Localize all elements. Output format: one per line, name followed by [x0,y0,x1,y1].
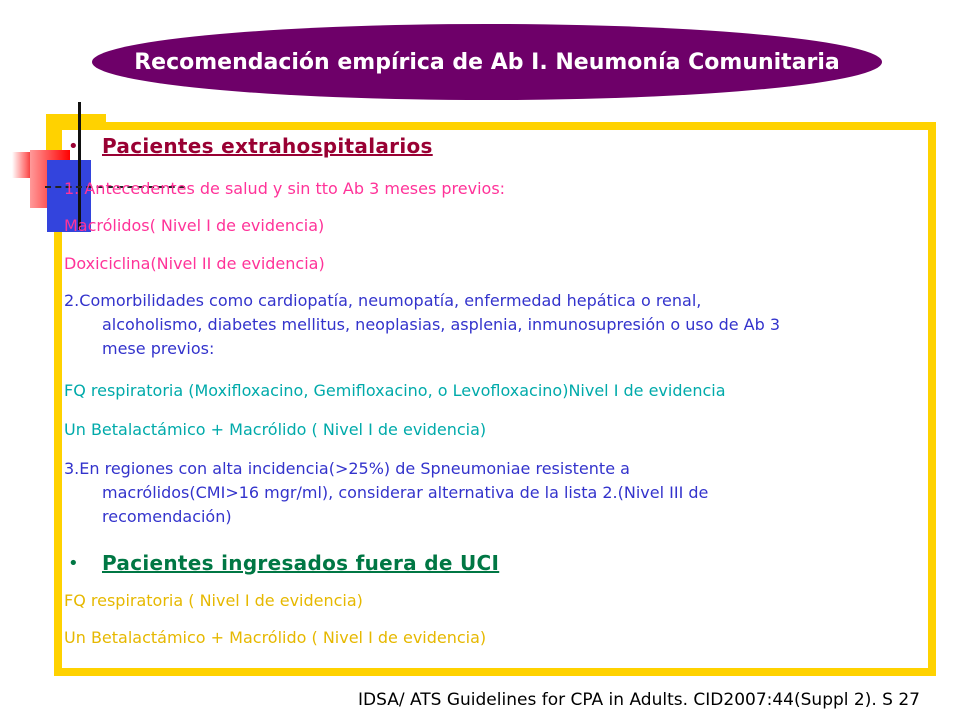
slide-title: Recomendación empírica de Ab I. Neumonía Comunitaria [134,49,840,75]
item3-line-3: recomendación) [102,507,232,526]
bullet-dot: • [68,553,79,574]
item1-heading: 1. Antecedentes de salud y sin tto Ab 3 meses previos: [64,179,506,198]
item3-line-2: macrólidos(CMI>16 mgr/ml), considerar alternativa de la lista 2.(Nivel III de [102,483,709,502]
item1-option-macrolidos: Macrólidos( Nivel I de evidencia) [64,216,325,235]
inpatient-option-betalactamico: Un Betalactámico + Macrólido ( Nivel I de evidencia) [64,628,487,647]
section-heading-outpatients: Pacientes extrahospitalarios [102,134,433,158]
item3-regions [64,457,924,529]
item2-option-betalactamico: Un Betalactámico + Macrólido ( Nivel I de evidencia) [64,420,487,439]
citation-footer: IDSA/ ATS Guidelines for CPA in Adults. CID2007:44(Suppl 2). S 27 [357,690,920,710]
item2-line-1: 2.Comorbilidades como cardiopatía, neumopatía, enfermedad hepática o renal, [64,291,702,310]
inpatient-option-fq: FQ respiratoria ( Nivel I de evidencia) [64,591,363,610]
bullet-dot: • [68,136,79,157]
item2-option-fq: FQ respiratoria (Moxifloxacino, Gemifloxacino, o Levofloxacino)Nivel I de evidencia [64,381,726,400]
item2-line-2: alcoholismo, diabetes mellitus, neoplasias, asplenia, inmunosupresión o uso de Ab 3 [102,315,781,334]
item2-line-3: mese previos: [102,339,215,358]
item3-line-1: 3.En regiones con alta incidencia(>25%) de Spneumoniae resistente a [64,459,630,478]
section-heading-inpatients: Pacientes ingresados fuera de UCI [102,551,500,575]
corner-vertical-line [78,102,81,230]
item2-comorbidities [64,289,924,361]
item1-option-doxiciclina: Doxiciclina(Nivel II de evidencia) [64,254,325,273]
